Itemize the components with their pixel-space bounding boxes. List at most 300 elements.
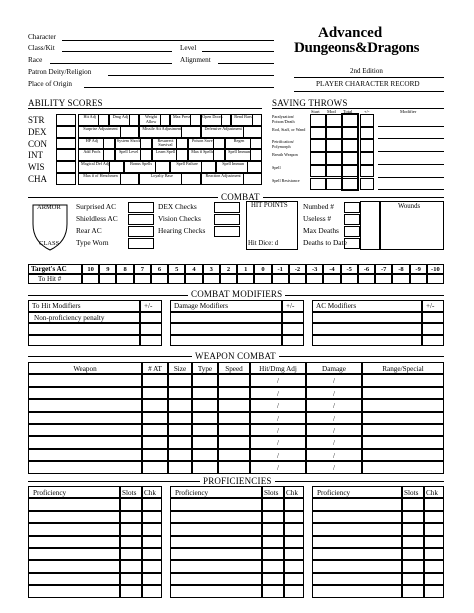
- class-kit-field[interactable]: [62, 51, 172, 52]
- weapon-range-special-cell[interactable]: [362, 424, 444, 436]
- weapon-hit-dmg-adj-cell[interactable]: [250, 374, 306, 386]
- prof-slots-cell[interactable]: [402, 536, 424, 548]
- patron-field[interactable]: [108, 75, 274, 76]
- prof-slots-cell[interactable]: [402, 585, 424, 597]
- saving-plusminus-cell[interactable]: [360, 178, 374, 191]
- prof-proficiency-cell[interactable]: [28, 523, 120, 535]
- weapon-num-at-cell[interactable]: [142, 449, 168, 461]
- saving-col-start: Start: [311, 109, 320, 114]
- ability-sub-value[interactable]: [250, 150, 261, 160]
- to-hit-cell[interactable]: [358, 274, 375, 284]
- weapon-hit-dmg-adj-cell[interactable]: [250, 449, 306, 461]
- ability-sub-cell[interactable]: [139, 114, 170, 126]
- prof-proficiency-cell[interactable]: [28, 498, 120, 510]
- ac-modifiers-plusminus-cell[interactable]: [422, 323, 444, 335]
- saving-modifier-field[interactable]: [378, 189, 444, 190]
- ac-modifiers-cell[interactable]: [312, 335, 422, 347]
- prof-chk-cell[interactable]: [424, 536, 444, 548]
- prof-proficiency-cell[interactable]: [312, 511, 402, 523]
- to-hit-cell[interactable]: [116, 274, 133, 284]
- ability-sub-value[interactable]: [221, 115, 230, 125]
- weapon-damage-cell[interactable]: [306, 387, 362, 399]
- weapon-type-cell[interactable]: [192, 436, 218, 448]
- prof-proficiency-cell[interactable]: [170, 560, 262, 572]
- ac-modifiers-cell[interactable]: [312, 312, 422, 324]
- prof-slots-cell[interactable]: [120, 560, 142, 572]
- targets-ac-cell: [375, 264, 392, 274]
- saving-plusminus-cell[interactable]: [360, 139, 374, 152]
- to-hit-cell[interactable]: [151, 274, 168, 284]
- to-hit-cell[interactable]: [82, 274, 99, 284]
- prof-slots-cell[interactable]: [262, 560, 284, 572]
- prof-slots-cell[interactable]: [262, 536, 284, 548]
- weapon-damage-cell[interactable]: [306, 374, 362, 386]
- weapon-range-special-cell[interactable]: [362, 461, 444, 473]
- ac-modifiers-plusminus-cell[interactable]: [422, 335, 444, 347]
- prof-slots-cell[interactable]: [262, 548, 284, 560]
- ability-sub-value[interactable]: [250, 139, 261, 149]
- weapon-damage-cell[interactable]: [306, 461, 362, 473]
- prof-slots-cell[interactable]: [262, 523, 284, 535]
- weapon-size-cell[interactable]: [168, 461, 192, 473]
- weapon-size-cell[interactable]: [168, 374, 192, 386]
- weapon-hit-dmg-adj-cell[interactable]: [250, 387, 306, 399]
- targets-ac-label: Target's AC: [31, 265, 67, 273]
- prof-slots-cell[interactable]: [120, 536, 142, 548]
- saving-cell[interactable]: [326, 178, 342, 191]
- weapon-hit-dmg-adj-cell[interactable]: [250, 424, 306, 436]
- ability-sub-cell[interactable]: [78, 138, 115, 150]
- check-row-box[interactable]: [214, 226, 240, 237]
- saving-modifier-field[interactable]: [378, 164, 444, 165]
- to-hit-cell[interactable]: [99, 274, 116, 284]
- character-field[interactable]: [62, 40, 274, 41]
- ability-sub-value[interactable]: [98, 115, 107, 125]
- prof-chk-cell[interactable]: [142, 511, 162, 523]
- prof-proficiency-header: Proficiency: [33, 489, 67, 497]
- weapon-speed-cell[interactable]: [218, 374, 250, 386]
- damage-modifiers-cell[interactable]: [170, 323, 282, 335]
- ability-sub-value[interactable]: [201, 162, 215, 172]
- weapon-num-at-cell[interactable]: [142, 461, 168, 473]
- weapon-size-cell[interactable]: [168, 387, 192, 399]
- ability-sub-cell[interactable]: [78, 173, 139, 185]
- damage-modifiers-cell[interactable]: [170, 312, 282, 324]
- prof-chk-cell[interactable]: [142, 560, 162, 572]
- ability-sub-value[interactable]: [190, 115, 199, 125]
- ac-row-box[interactable]: [128, 226, 154, 237]
- weapon-type-cell[interactable]: [192, 387, 218, 399]
- ability-sub-value[interactable]: [129, 115, 138, 125]
- to-hit-cell[interactable]: [341, 274, 358, 284]
- to-hit-cell[interactable]: [272, 274, 289, 284]
- targets-ac-value: 4: [192, 266, 196, 273]
- weapon-speed-cell[interactable]: [218, 436, 250, 448]
- targets-ac-value: 10: [87, 266, 94, 273]
- ability-con-score-box[interactable]: [56, 138, 76, 150]
- prof-slots-cell[interactable]: [120, 523, 142, 535]
- ability-sub-cell[interactable]: [152, 149, 189, 161]
- saving-cell[interactable]: [326, 152, 342, 165]
- ability-sub-value[interactable]: [155, 162, 169, 172]
- prof-proficiency-cell[interactable]: [28, 585, 120, 597]
- ability-sub-value[interactable]: [213, 150, 224, 160]
- ability-sub-cell[interactable]: [201, 173, 262, 185]
- ability-sub-value[interactable]: [120, 127, 138, 137]
- prof-proficiency-cell[interactable]: [312, 536, 402, 548]
- weapon-slash: /: [277, 464, 279, 473]
- to-hit-cell[interactable]: [427, 274, 444, 284]
- weapon-hit-dmg-adj-cell[interactable]: [250, 436, 306, 448]
- ability-sub-value[interactable]: [103, 150, 114, 160]
- ability-sub-value[interactable]: [181, 127, 199, 137]
- targets-ac-cell: [116, 264, 133, 274]
- prof-proficiency-cell[interactable]: [170, 548, 262, 560]
- weapon-range-special-cell[interactable]: [362, 449, 444, 461]
- prof-chk-cell[interactable]: [424, 498, 444, 510]
- weapon-num-at-cell[interactable]: [142, 424, 168, 436]
- hit-dice-label: Hit Dice: d: [248, 240, 279, 247]
- weapon-slash: /: [333, 414, 335, 423]
- ability-sub-cell[interactable]: [231, 114, 262, 126]
- to-hit-modifiers-cell[interactable]: [28, 335, 140, 347]
- saving-cell[interactable]: [326, 114, 342, 127]
- ability-sub-cell[interactable]: [78, 114, 109, 126]
- weapon-speed-cell[interactable]: [218, 399, 250, 411]
- weapon-speed-cell[interactable]: [218, 461, 250, 473]
- prof-chk-cell[interactable]: [424, 560, 444, 572]
- prof-chk-cell[interactable]: [284, 511, 304, 523]
- weapon-damage-cell[interactable]: [306, 449, 362, 461]
- ability-sub-value[interactable]: [243, 174, 261, 184]
- ability-sub-cell[interactable]: [139, 173, 200, 185]
- weapon-speed-cell[interactable]: [218, 449, 250, 461]
- weapon-range-special-cell[interactable]: [362, 412, 444, 424]
- weapon-size-cell[interactable]: [168, 412, 192, 424]
- ability-sub-cell[interactable]: [188, 149, 225, 161]
- prof-slots-cell[interactable]: [120, 585, 142, 597]
- weapon-weapon-cell[interactable]: [28, 374, 142, 386]
- targets-ac-value: 6: [157, 266, 162, 273]
- prof-chk-cell[interactable]: [284, 498, 304, 510]
- weapon-type-cell[interactable]: [192, 449, 218, 461]
- weapon-num-at-cell[interactable]: [142, 436, 168, 448]
- weapon-damage-cell[interactable]: [306, 412, 362, 424]
- saving-modifier-field[interactable]: [378, 177, 444, 178]
- weapon-slash: /: [277, 414, 279, 423]
- prof-slots-cell[interactable]: [262, 498, 284, 510]
- to-hit-modifiers-plusminus-cell[interactable]: [140, 323, 162, 335]
- hp-track-box[interactable]: [344, 202, 360, 213]
- ability-sub-value[interactable]: [140, 150, 151, 160]
- ability-dex-score-box[interactable]: [56, 126, 76, 138]
- prof-slots-cell[interactable]: [120, 548, 142, 560]
- to-hit-cell[interactable]: [203, 274, 220, 284]
- ability-cha-score-box[interactable]: [56, 173, 76, 185]
- weapon-range-special-cell[interactable]: [362, 399, 444, 411]
- prof-proficiency-cell[interactable]: [170, 536, 262, 548]
- ability-sub-label: Max # of Henchmen: [83, 173, 118, 178]
- ability-sub-value[interactable]: [176, 139, 187, 149]
- ability-sub-value[interactable]: [247, 162, 261, 172]
- saving-cell[interactable]: [310, 139, 326, 152]
- prof-slots-cell[interactable]: [402, 523, 424, 535]
- to-hit-cell[interactable]: [289, 274, 306, 284]
- to-hit-cell[interactable]: [168, 274, 185, 284]
- prof-slots-cell[interactable]: [120, 498, 142, 510]
- ability-sub-value[interactable]: [213, 139, 224, 149]
- weapon-damage-cell[interactable]: [306, 424, 362, 436]
- prof-chk-cell[interactable]: [424, 573, 444, 585]
- prof-chk-cell[interactable]: [284, 523, 304, 535]
- saving-cell[interactable]: [310, 165, 326, 178]
- to-hit-cell[interactable]: [306, 274, 323, 284]
- weapon-type-cell[interactable]: [192, 374, 218, 386]
- to-hit-modifiers-plusminus-cell[interactable]: [140, 335, 162, 347]
- weapon-num-at-cell[interactable]: [142, 412, 168, 424]
- saving-cell[interactable]: [326, 139, 342, 152]
- ability-sub-cell[interactable]: [139, 126, 200, 138]
- prof-slots-cell[interactable]: [402, 573, 424, 585]
- weapon-speed-cell[interactable]: [218, 387, 250, 399]
- weapon-type-cell[interactable]: [192, 424, 218, 436]
- prof-chk-cell[interactable]: [142, 585, 162, 597]
- to-hit-modifiers-header: To Hit Modifiers: [32, 302, 81, 310]
- prof-slots-cell[interactable]: [402, 498, 424, 510]
- ability-sub-label: HP Adj: [85, 137, 99, 143]
- saving-modifier-field[interactable]: [378, 126, 444, 127]
- ability-sub-value[interactable]: [160, 115, 169, 125]
- saving-cell[interactable]: [326, 165, 342, 178]
- saving-col-mod: Mod: [327, 109, 336, 114]
- prof-proficiency-cell[interactable]: [170, 511, 262, 523]
- ability-sub-cell[interactable]: [109, 114, 140, 126]
- weapon-size-cell[interactable]: [168, 449, 192, 461]
- weapon-type-cell[interactable]: [192, 399, 218, 411]
- weapon-size-cell[interactable]: [168, 436, 192, 448]
- saving-plusminus-cell[interactable]: [360, 127, 374, 140]
- prof-slots-cell[interactable]: [262, 585, 284, 597]
- ability-sub-cell[interactable]: [170, 161, 216, 173]
- prof-chk-cell[interactable]: [284, 536, 304, 548]
- prof-slots-cell[interactable]: [262, 573, 284, 585]
- ability-sub-cell[interactable]: [78, 161, 124, 173]
- damage-modifiers-plusminus-cell[interactable]: [282, 312, 304, 324]
- prof-slots-cell[interactable]: [402, 548, 424, 560]
- prof-slots-cell[interactable]: [262, 511, 284, 523]
- prof-chk-cell[interactable]: [142, 536, 162, 548]
- prof-proficiency-cell[interactable]: [312, 548, 402, 560]
- race-field[interactable]: [50, 63, 172, 64]
- prof-proficiency-cell[interactable]: [28, 511, 120, 523]
- weapon-weapon-cell[interactable]: [28, 449, 142, 461]
- saving-plusminus-cell[interactable]: [360, 114, 374, 127]
- ability-sub-value[interactable]: [120, 174, 138, 184]
- prof-slots-cell[interactable]: [402, 560, 424, 572]
- weapon-range-special-cell[interactable]: [362, 374, 444, 386]
- ability-sub-cell[interactable]: [115, 149, 152, 161]
- prof-chk-cell[interactable]: [142, 498, 162, 510]
- prof-chk-cell[interactable]: [424, 511, 444, 523]
- ac-row-box[interactable]: [128, 238, 154, 249]
- saving-plusminus-cell[interactable]: [360, 152, 374, 165]
- ability-sub-value[interactable]: [103, 139, 114, 149]
- weapon-damage-cell[interactable]: [306, 399, 362, 411]
- ability-sub-cell[interactable]: [170, 114, 201, 126]
- ac-row-box[interactable]: [128, 214, 154, 225]
- prof-chk-cell[interactable]: [284, 560, 304, 572]
- saving-cell[interactable]: [310, 114, 326, 127]
- prof-chk-cell[interactable]: [424, 523, 444, 535]
- prof-proficiency-cell[interactable]: [28, 536, 120, 548]
- hp-track-box[interactable]: [344, 238, 360, 249]
- weapon-weapon-cell[interactable]: [28, 387, 142, 399]
- weapon-hit-dmg-adj-cell[interactable]: [250, 461, 306, 473]
- weapon-size-cell[interactable]: [168, 399, 192, 411]
- ac-modifiers-cell[interactable]: [312, 323, 422, 335]
- ability-sub-value[interactable]: [176, 150, 187, 160]
- level-field[interactable]: [202, 51, 274, 52]
- weapon-weapon-cell[interactable]: [28, 436, 142, 448]
- weapon-size-cell[interactable]: [168, 424, 192, 436]
- ability-sub-value[interactable]: [181, 174, 199, 184]
- prof-proficiency-cell[interactable]: [170, 585, 262, 597]
- weapon-range-special-cell[interactable]: [362, 436, 444, 448]
- ability-sub-cell[interactable]: [201, 126, 262, 138]
- prof-chk-cell[interactable]: [424, 548, 444, 560]
- damage-modifiers-plusminus-cell[interactable]: [282, 335, 304, 347]
- check-row-box[interactable]: [214, 202, 240, 213]
- weapon-type-cell[interactable]: [192, 412, 218, 424]
- weapon-weapon-cell[interactable]: [28, 424, 142, 436]
- ability-int-score-box[interactable]: [56, 149, 76, 161]
- prof-chk-cell[interactable]: [284, 573, 304, 585]
- saving-plusminus-cell[interactable]: [360, 165, 374, 178]
- prof-proficiency-cell[interactable]: [28, 573, 120, 585]
- ability-sub-cell[interactable]: [78, 149, 115, 161]
- prof-proficiency-cell[interactable]: [170, 498, 262, 510]
- targets-ac-value: -4: [329, 266, 335, 273]
- weapon-damage-cell[interactable]: [306, 436, 362, 448]
- prof-proficiency-cell[interactable]: [170, 523, 262, 535]
- hp-track-box[interactable]: [344, 214, 360, 225]
- to-hit-cell[interactable]: [220, 274, 237, 284]
- ability-sub-cell[interactable]: [152, 138, 189, 150]
- prof-chk-cell[interactable]: [424, 585, 444, 597]
- to-hit-cell[interactable]: [323, 274, 340, 284]
- to-hit-modifiers-cell[interactable]: [28, 323, 140, 335]
- ability-sub-cell[interactable]: [225, 149, 262, 161]
- prof-chk-cell[interactable]: [142, 548, 162, 560]
- prof-chk-cell: [284, 486, 304, 498]
- prof-chk-cell[interactable]: [142, 573, 162, 585]
- weapon-hit-dmg-adj-cell[interactable]: [250, 399, 306, 411]
- prof-slots-cell[interactable]: [402, 511, 424, 523]
- weapon-range-special-cell[interactable]: [362, 387, 444, 399]
- saving-cell[interactable]: [310, 178, 326, 191]
- saving-cell[interactable]: [310, 127, 326, 140]
- ability-sub-label: Spell Failure: [176, 161, 198, 167]
- weapon-hit-dmg-adj-cell[interactable]: [250, 412, 306, 424]
- to-hit-label: To Hit #: [38, 275, 62, 283]
- ability-sub-cell[interactable]: [201, 114, 232, 126]
- targets-ac-value: 7: [140, 266, 144, 273]
- to-hit-cell[interactable]: [185, 274, 202, 284]
- ability-sub-value[interactable]: [109, 162, 123, 172]
- prof-chk-cell[interactable]: [284, 548, 304, 560]
- prof-proficiency-cell[interactable]: [170, 573, 262, 585]
- to-hit-cell[interactable]: [392, 274, 409, 284]
- to-hit-cell[interactable]: [237, 274, 254, 284]
- damage-modifiers-cell[interactable]: [170, 335, 282, 347]
- to-hit-cell[interactable]: [375, 274, 392, 284]
- prof-chk-cell[interactable]: [284, 585, 304, 597]
- ability-sub-cell[interactable]: [216, 161, 262, 173]
- weapon-num-at-cell[interactable]: [142, 374, 168, 386]
- damage-modifiers-plusminus-cell[interactable]: [282, 323, 304, 335]
- ability-str-score-box[interactable]: [56, 114, 76, 126]
- ability-sub-value[interactable]: [252, 115, 261, 125]
- prof-slots-cell[interactable]: [120, 573, 142, 585]
- weapon-speed-cell[interactable]: [218, 424, 250, 436]
- to-hit-cell[interactable]: [254, 274, 271, 284]
- weapon-size-header: Size: [173, 365, 187, 373]
- weapon-type-cell[interactable]: [192, 461, 218, 473]
- check-row-box[interactable]: [214, 214, 240, 225]
- prof-chk-cell[interactable]: [142, 523, 162, 535]
- weapon-weapon-cell[interactable]: [28, 461, 142, 473]
- ability-sub-value[interactable]: [243, 127, 261, 137]
- weapon-weapon-cell[interactable]: [28, 412, 142, 424]
- to-hit-cell[interactable]: [410, 274, 427, 284]
- saving-modifier-field[interactable]: [378, 151, 444, 152]
- prof-proficiency-cell[interactable]: [28, 548, 120, 560]
- weapon-num-at-cell[interactable]: [142, 387, 168, 399]
- weapon-speed-cell[interactable]: [218, 412, 250, 424]
- to-hit-modifiers-plusminus-cell[interactable]: [140, 312, 162, 324]
- prof-proficiency-cell[interactable]: [28, 560, 120, 572]
- ability-sub-value[interactable]: [140, 139, 151, 149]
- ability-sub-cell[interactable]: [115, 138, 152, 150]
- hp-track-box[interactable]: [344, 226, 360, 237]
- targets-ac-value: -9: [415, 266, 421, 273]
- prof-proficiency-cell[interactable]: [312, 573, 402, 585]
- prof-proficiency-cell[interactable]: [312, 585, 402, 597]
- alignment-field[interactable]: [218, 63, 274, 64]
- prof-proficiency-cell[interactable]: [312, 560, 402, 572]
- prof-proficiency-header: Proficiency: [317, 489, 351, 497]
- origin-field[interactable]: [84, 87, 274, 88]
- weapon-num-at-cell[interactable]: [142, 399, 168, 411]
- to-hit-cell[interactable]: [134, 274, 151, 284]
- prof-proficiency-cell[interactable]: [312, 523, 402, 535]
- saving-cell[interactable]: [310, 152, 326, 165]
- ability-sub-cell[interactable]: [124, 161, 170, 173]
- ability-sub-cell[interactable]: [188, 138, 225, 150]
- prof-proficiency-cell[interactable]: [312, 498, 402, 510]
- saving-modifier-field[interactable]: [378, 138, 444, 139]
- weapon-weapon-cell[interactable]: [28, 399, 142, 411]
- record-title: PLAYER CHARACTER RECORD: [316, 80, 420, 88]
- ac-modifiers-plusminus-cell[interactable]: [422, 312, 444, 324]
- prof-slots-cell[interactable]: [120, 511, 142, 523]
- saving-cell[interactable]: [326, 127, 342, 140]
- targets-ac-value: -6: [363, 266, 370, 273]
- ac-row-box[interactable]: [128, 202, 154, 213]
- ability-sub-cell[interactable]: [78, 126, 139, 138]
- ability-sub-cell[interactable]: [225, 138, 262, 150]
- ability-wis-score-box[interactable]: [56, 161, 76, 173]
